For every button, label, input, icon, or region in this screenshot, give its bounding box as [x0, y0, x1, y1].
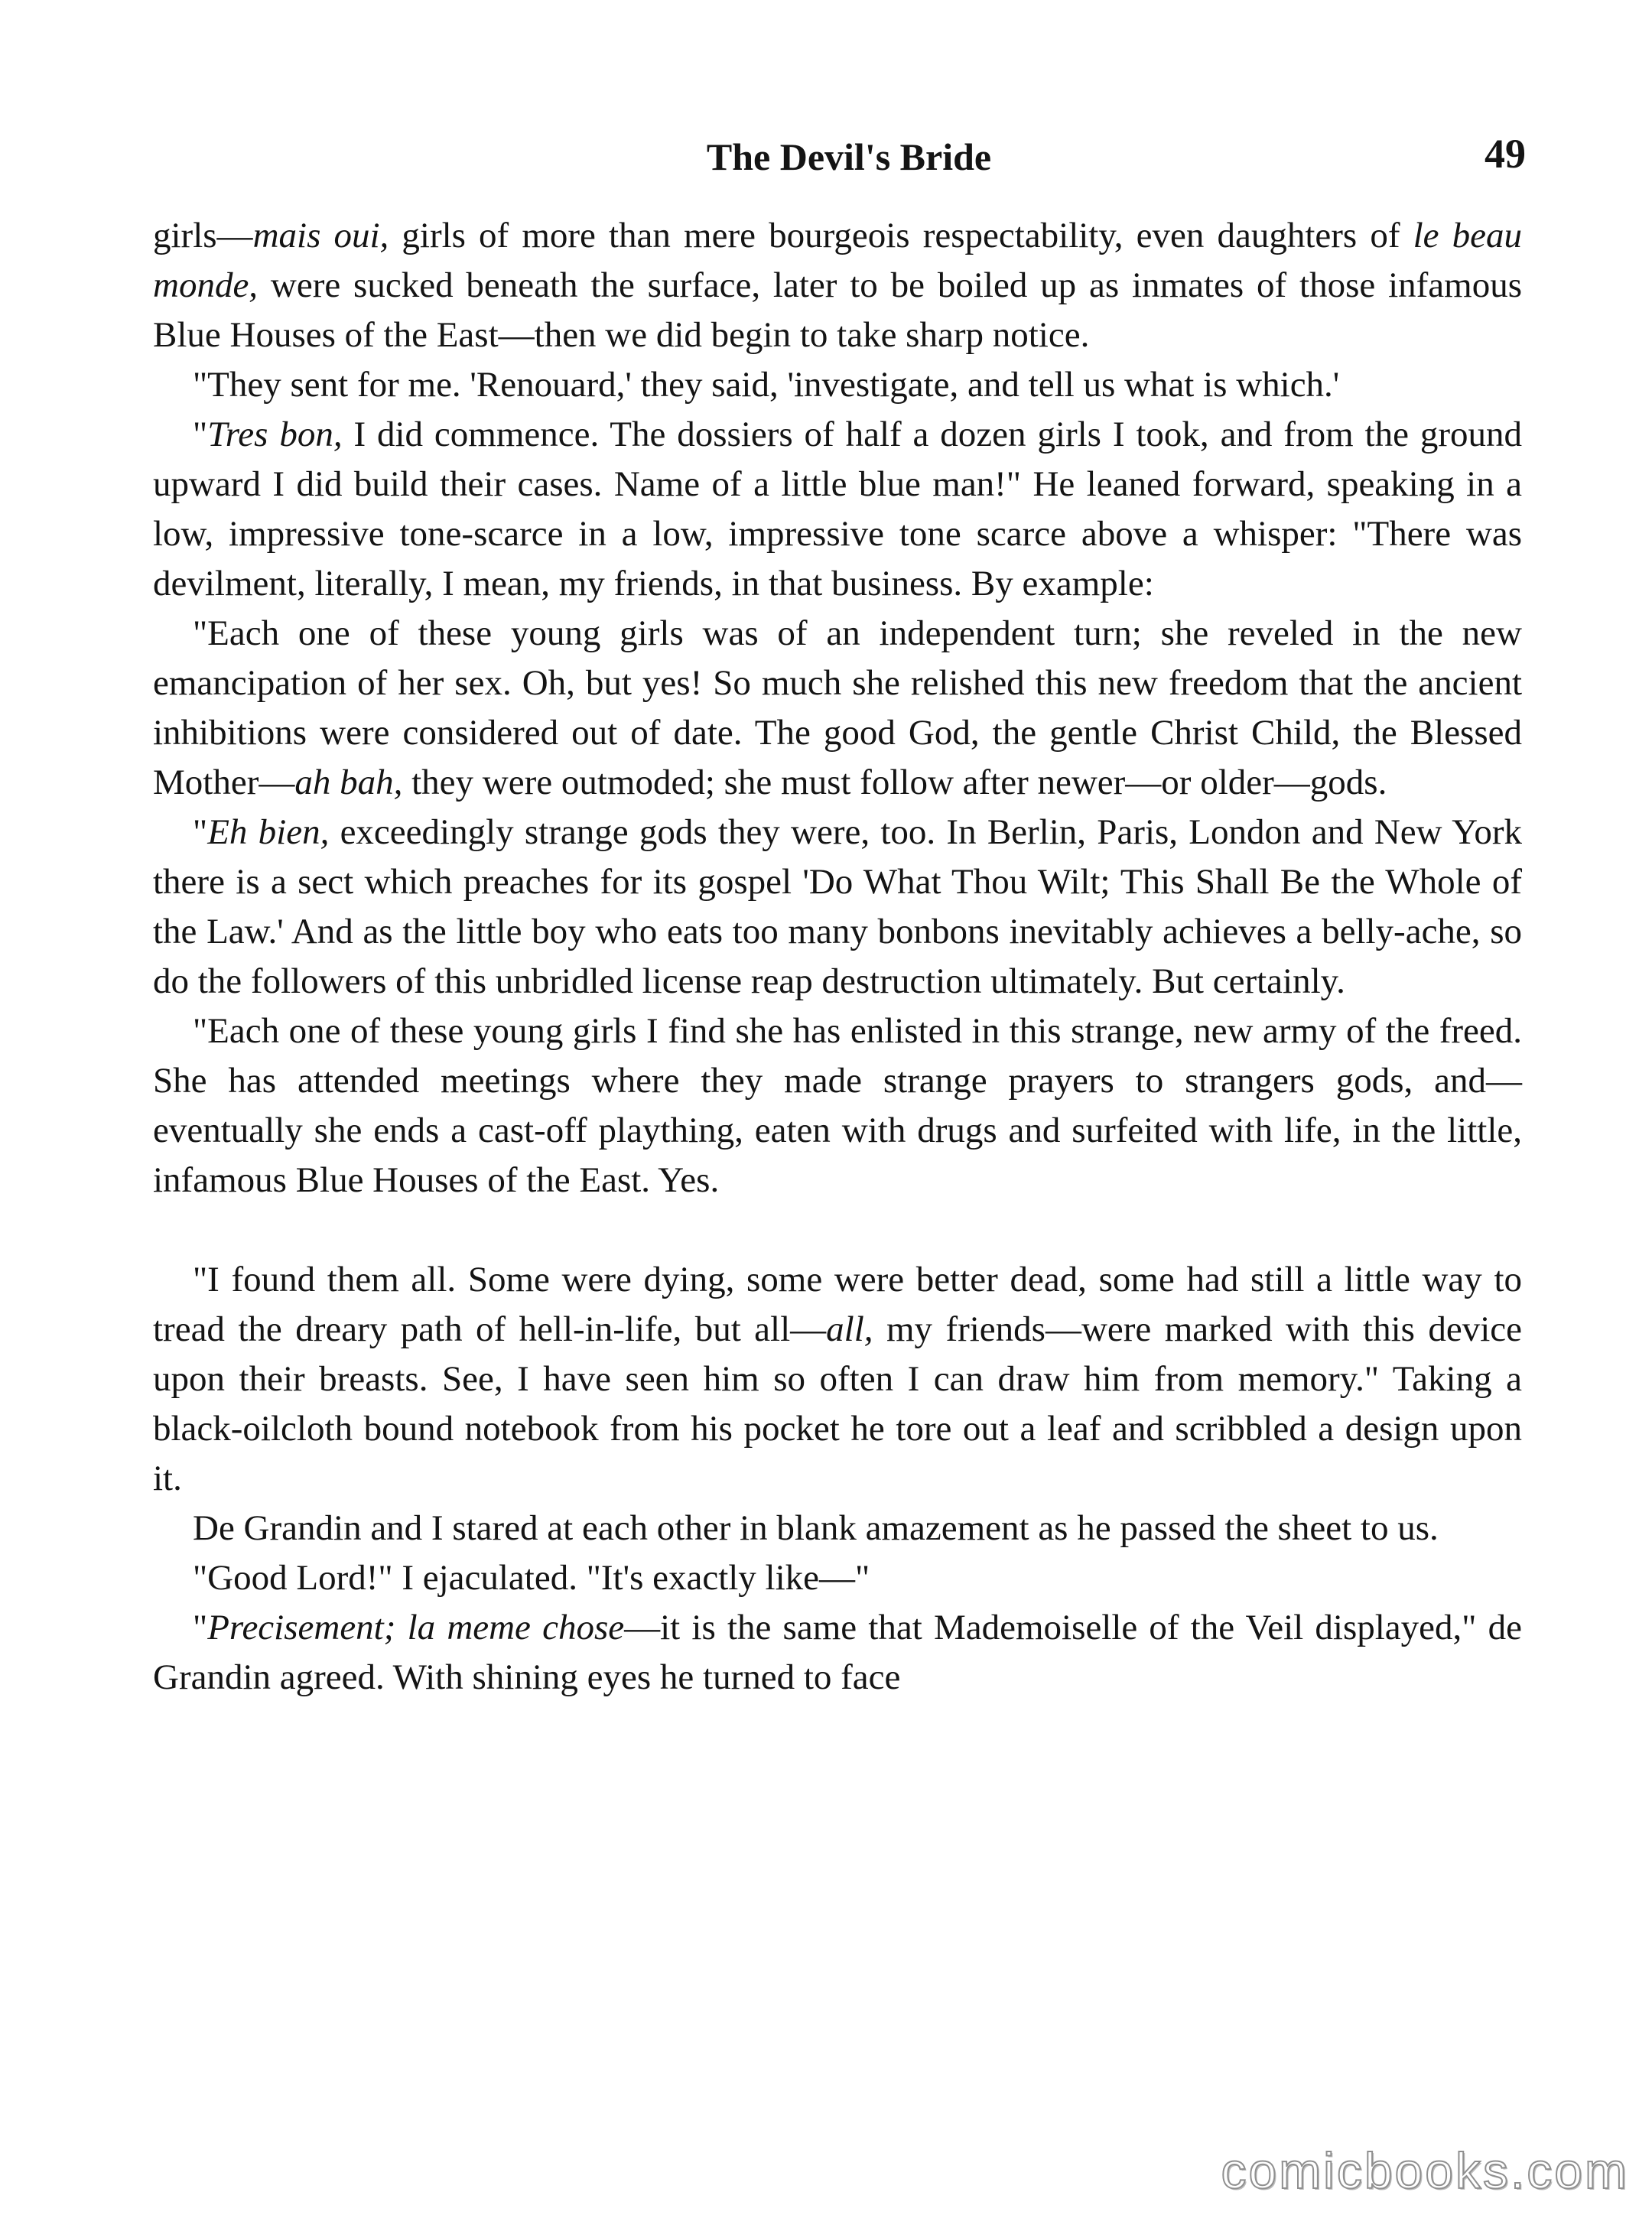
book-title: The Devil's Bride [706, 135, 992, 178]
paragraph [153, 1007, 1522, 1205]
paragraph [153, 808, 1522, 1007]
paragraph [153, 211, 1522, 360]
text-run: —it is the same that Mademoiselle of the Veil displayed," de Grandin agreed. With shining eyes he turned to face [153, 1608, 1523, 1697]
text-run: were sucked beneath the surface, later to be boiled up as inmates of those infamous Blue Houses of the East—then we did begin to take sharp notice. [153, 265, 1522, 355]
text-run: "Good Lord!" I ejaculated. "It's exactly like—" [193, 1558, 870, 1598]
text-run: my friends—were marked with this device upon their breasts. See, I have seen him so often I can draw him from memory." Taking a black-oilcloth bound notebook from his pocket he tore out a leaf and scribbled a design upon it. [153, 1309, 1523, 1498]
italic-run: Tres bon, [207, 415, 343, 454]
paragraph [153, 1255, 1522, 1504]
text-run: "Each one of these young girls was of an independent turn; she reveled in the new emancipation of her sex. Oh, but yes! So much she relished this new freedom that the ancient inhibitions were considered out of date. The good God, the gentle Christ Child, the Blessed Mother— [153, 613, 1522, 802]
page-number: 49 [1485, 131, 1526, 177]
italic-run: Precisement; la meme chose [207, 1608, 625, 1647]
paragraph [153, 609, 1522, 808]
italic-run: mais oui, [252, 216, 389, 255]
text-run: "They sent for me. 'Renouard,' they said, 'investigate, and tell us what is which.' [193, 365, 1340, 405]
text-run: girls— [153, 216, 253, 255]
italic-run: all, [826, 1309, 873, 1349]
text-run: De Grandin and I stared at each other in blank amazement as he passed the sheet to us. [193, 1508, 1439, 1548]
text-run: " [193, 1608, 208, 1647]
watermark: comicbooks.com [1221, 2142, 1629, 2199]
italic-run: ah bah, [294, 763, 403, 802]
italic-run: le beau monde, [153, 216, 1522, 305]
text-run: exceedingly strange gods they were, too. In Berlin, Paris, London and New York there is a sect which preaches for its gospel 'Do What Thou Wilt; This Shall Be the Whole of the Law.' And as the little boy who eats too many bonbons inevitably achieves a belly-ache, so do the followers of this unbridled license reap destruction ultimately. But certainly. [153, 812, 1523, 1001]
paragraph [153, 1553, 1522, 1603]
italic-run: Eh bien, [207, 812, 330, 852]
text-run: they were outmoded; she must follow after newer—or older—gods. [402, 763, 1387, 802]
paragraph [153, 410, 1522, 609]
text-run: " [193, 812, 208, 852]
text-run: "I found them all. Some were dying, some were better dead, some had still a little way to tread the dreary path of hell-in-life, but all— [153, 1260, 1522, 1349]
paragraph [153, 1603, 1522, 1703]
text-run: I did commence. The dossiers of half a dozen girls I took, and from the ground upward I did build their cases. Name of a little blue man!" He leaned forward, speaking in a low, impressive tone-scarce in a low, impressive tone scarce above a whisper: "There was devilment, literally, I mean, my friends, in that business. By example: [153, 415, 1523, 603]
paragraph [153, 360, 1522, 410]
text-run: "Each one of these young girls I find she has enlisted in this strange, new army of the freed. She has attended meetings where they made strange prayers to strangers gods, and—eventually she ends a cast-off plaything, eaten with drugs and surfeited with life, in the little, infamous Blue Houses of the East. Yes. [153, 1011, 1522, 1200]
running-head [153, 130, 1545, 184]
body-text [153, 211, 1522, 1703]
text-run: " [193, 415, 208, 454]
paragraph [153, 1504, 1522, 1553]
text-run: girls of more than mere bourgeois respectability, even daughters of [389, 216, 1413, 255]
